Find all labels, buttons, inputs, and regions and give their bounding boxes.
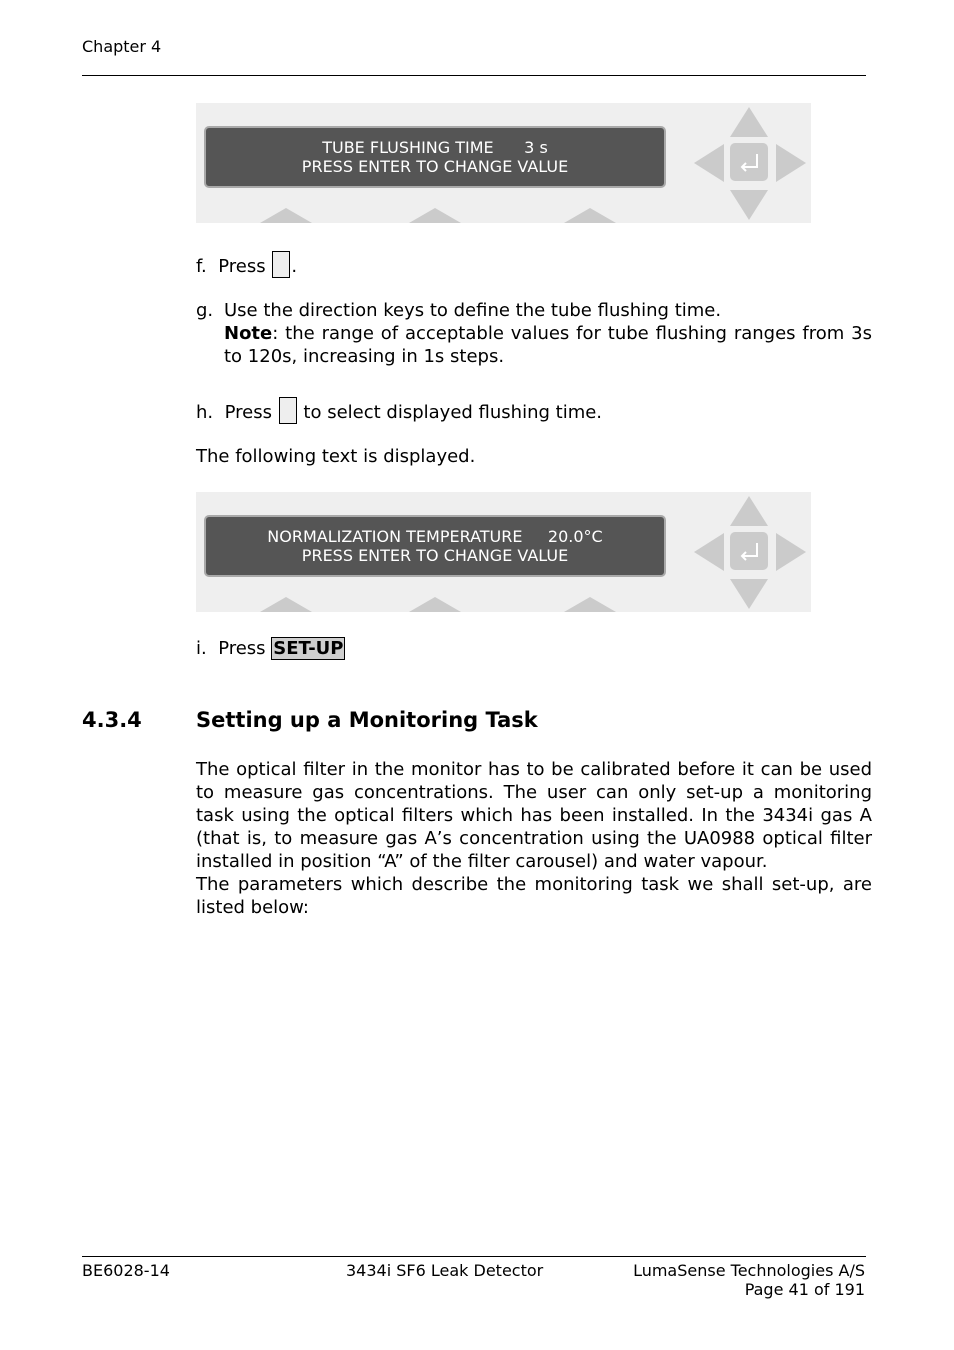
note-text: : the range of acceptable values for tube flushing ranges from 3s to 120s, increasing in 1s steps.	[224, 323, 872, 367]
instrument-display-panel-1	[196, 103, 811, 223]
section-number: 4.3.4	[82, 708, 142, 732]
arrow-left-icon	[694, 144, 724, 182]
softkey-1-icon	[260, 208, 312, 223]
step-g	[224, 299, 872, 368]
arrow-up-icon	[730, 496, 768, 526]
arrow-down-icon	[730, 190, 768, 220]
direction-keypad	[694, 107, 806, 220]
instrument-display-panel-2	[196, 492, 811, 612]
lcd-line-1: TUBE FLUSHING TIME 3 s	[322, 138, 548, 157]
step-f	[196, 251, 297, 278]
note-label: Note	[224, 323, 273, 344]
footer-divider	[82, 1256, 866, 1257]
arrow-down-icon	[730, 579, 768, 609]
step-h	[196, 397, 602, 424]
arrow-right-icon	[776, 144, 806, 182]
header-divider	[82, 75, 866, 76]
lcd-screen	[204, 515, 666, 577]
section-body	[196, 758, 872, 919]
following-text: The following text is displayed.	[196, 446, 476, 467]
chapter-header: Chapter 4	[82, 37, 162, 56]
lcd-line-2: PRESS ENTER TO CHANGE VALUE	[301, 157, 569, 176]
lcd-screen	[204, 126, 666, 188]
step-text-end: to select displayed flushing time.	[297, 402, 603, 423]
enter-key-icon	[272, 251, 290, 278]
softkey-2-icon	[409, 208, 461, 223]
setup-key: SET-UP	[273, 638, 344, 659]
step-text-end: .	[291, 256, 298, 277]
step-text: Press	[218, 256, 266, 277]
footer-company: LumaSense Technologies A/S	[633, 1261, 865, 1280]
paragraph-1: The optical filter in the monitor has to be calibrated before it can be used to measure gas concentrations. The user can only set-up a monitoring task using the optical filters which has been installed. In the 3434i gas A (that is, to measure gas A’s concentration using the UA0988 optical filter installed in position “A” of the filter carousel) and water vapour.	[196, 759, 872, 872]
step-g-text: Use the direction keys to define the tube flushing time.	[224, 300, 722, 321]
step-text: Press	[218, 638, 266, 659]
lcd-line-1: NORMALIZATION TEMPERATURE 20.0°C	[267, 527, 603, 546]
enter-icon	[730, 143, 768, 181]
arrow-right-icon	[776, 533, 806, 571]
enter-icon	[730, 532, 768, 570]
step-label: f.	[196, 256, 207, 277]
enter-key-icon	[279, 397, 297, 424]
softkey-1-icon	[260, 597, 312, 612]
footer-page: Page 41 of 191	[744, 1280, 865, 1299]
step-g-note	[224, 322, 872, 368]
direction-keypad	[694, 496, 806, 609]
lcd-line-2: PRESS ENTER TO CHANGE VALUE	[301, 546, 569, 565]
arrow-up-icon	[730, 107, 768, 137]
arrow-left-icon	[694, 533, 724, 571]
step-g-label: g.	[196, 300, 214, 321]
footer-product: 3434i SF6 Leak Detector	[346, 1261, 544, 1280]
softkey-3-icon	[564, 597, 616, 612]
step-label: h.	[196, 402, 214, 423]
step-text: Press	[224, 402, 272, 423]
softkey-3-icon	[564, 208, 616, 223]
softkey-2-icon	[409, 597, 461, 612]
footer-doc-id: BE6028-14	[82, 1261, 170, 1280]
section-title: Setting up a Monitoring Task	[196, 708, 538, 732]
paragraph-2: The parameters which describe the monitoring task we shall set-up, are listed below:	[196, 874, 872, 918]
step-label: i.	[196, 638, 207, 659]
step-i	[196, 637, 345, 660]
